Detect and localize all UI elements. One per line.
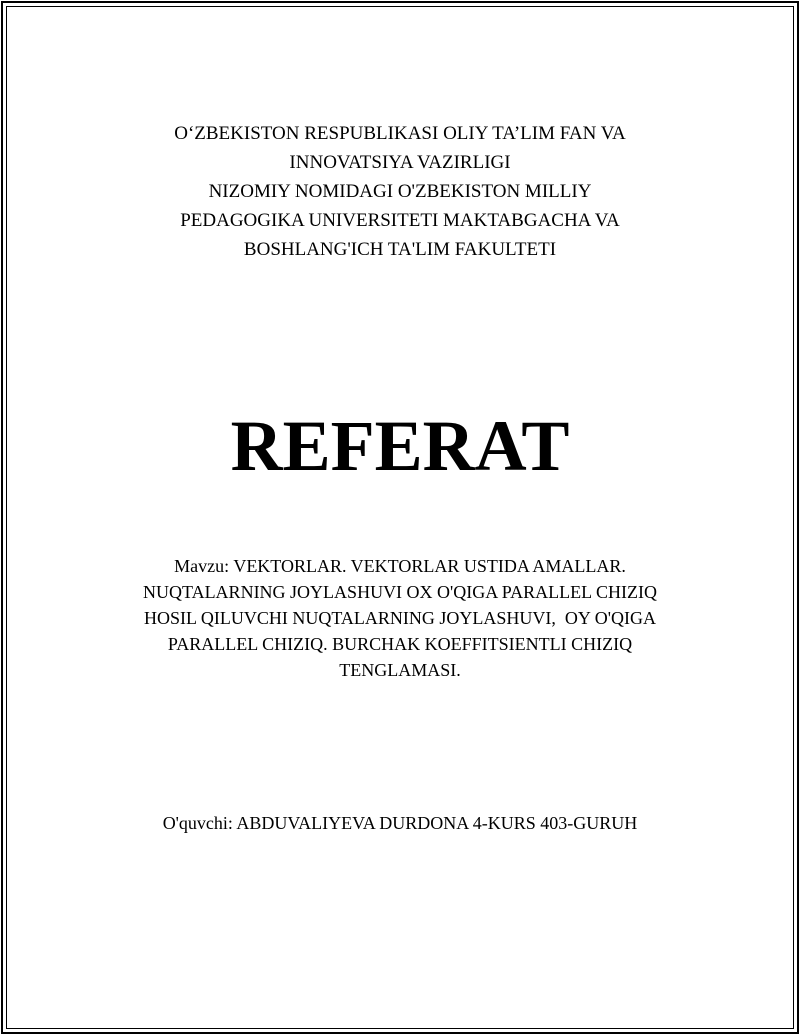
header-line-1: O‘ZBEKISTON RESPUBLIKASI OLIY TA’LIM FAN VA — [174, 123, 626, 144]
header-line-2: INNOVATSIYA VAZIRLIGI — [289, 152, 511, 173]
topic-line-3: HOSIL QILUVCHI NUQTALARNING JOYLASHUVI, OY O'QIGA — [144, 608, 656, 628]
header-line-3: NIZOMIY NOMIDAGI O'ZBEKISTON MILLIY — [208, 181, 592, 202]
topic-line-5: TENGLAMASI. — [339, 660, 461, 680]
document-title: REFERAT — [230, 406, 570, 486]
topic-block — [0, 553, 800, 683]
header-line-4: PEDAGOGIKA UNIVERSITETI MAKTABGACHA VA — [180, 210, 620, 231]
topic-line-1: Mavzu: VEKTORLAR. VEKTORLAR USTIDA AMALLAR. — [174, 556, 626, 576]
header-line-5: BOSHLANG'ICH TA'LIM FAKULTETI — [243, 239, 557, 260]
student-info: O'quvchi: ABDUVALIYEVA DURDONA 4-KURS 403-GURUH — [162, 813, 638, 833]
topic-line-4: PARALLEL CHIZIQ. BURCHAK KOEFFITSIENTLI CHIZIQ — [167, 634, 633, 654]
institution-header — [0, 119, 800, 264]
topic-line-2: NUQTALARNING JOYLASHUVI OX O'QIGA PARALLEL CHIZIQ — [143, 582, 657, 602]
